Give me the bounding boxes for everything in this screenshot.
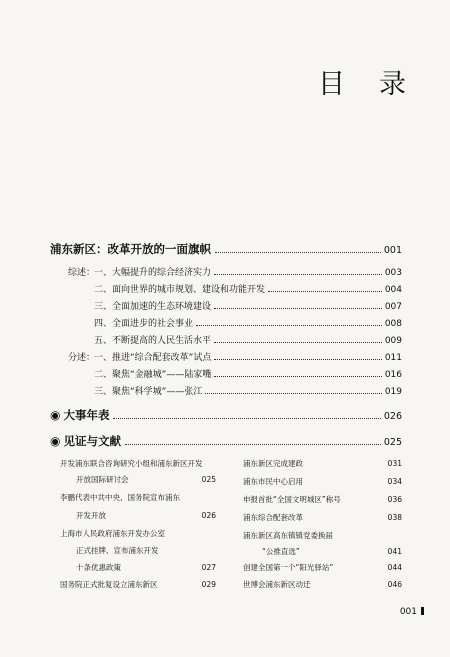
entry-page: 019 (384, 387, 402, 397)
section-label: 大事年表 (63, 408, 110, 422)
doc-item-page: 041 (387, 547, 402, 556)
doc-item-page: 044 (387, 563, 402, 572)
dot-leader (214, 342, 382, 343)
entry-page: 011 (384, 353, 402, 363)
doc-item-line[interactable]: 申报首批“全国文明城区”称号 (243, 495, 341, 504)
folio-bar-icon (421, 607, 424, 615)
toc-section-documents[interactable] (50, 433, 402, 449)
doc-item-line[interactable]: 开发开放 (76, 511, 106, 520)
toc-entry[interactable] (68, 265, 402, 279)
doc-item-page: 036 (387, 495, 402, 504)
page-number-text: 001 (399, 607, 417, 617)
doc-item-line[interactable]: 正式挂牌、宣布浦东开发 (76, 546, 159, 555)
doc-item-line[interactable]: 浦东新区高东镇镇党委换届 (243, 531, 333, 540)
dot-leader (268, 291, 382, 292)
toc-section-pudong[interactable] (50, 241, 402, 257)
doc-item-page: 025 (201, 475, 216, 484)
dot-leader (113, 418, 380, 419)
page-number (400, 607, 424, 617)
doc-item-page: 031 (387, 459, 402, 468)
doc-item-line[interactable]: 浦东市民中心启用 (243, 477, 303, 486)
dot-leader (215, 252, 381, 253)
entry-label: 四、全面进步的社会事业 (94, 319, 194, 329)
doc-item-line[interactable]: 上海市人民政府浦东开发办公室 (60, 529, 165, 538)
doc-item-line[interactable]: 李鹏代表中共中央、国务院宣布浦东 (60, 493, 180, 502)
section-page: 001 (383, 245, 402, 256)
section-page: 025 (383, 437, 402, 448)
circle-bullet-icon: ◉ (50, 408, 61, 422)
dot-leader (205, 393, 381, 394)
doc-item-line[interactable]: 国务院正式批复设立浦东新区 (60, 580, 158, 589)
doc-item-page: 046 (387, 580, 402, 589)
section-label: 浦东新区：改革开放的一面旗帜 (50, 242, 211, 256)
toc-entry[interactable] (68, 282, 402, 296)
entry-prefix: 综述： (68, 268, 96, 278)
entry-label: 三、全面加速的生态环境建设 (94, 302, 212, 312)
doc-item-line[interactable]: 开发浦东联合咨询研究小组和浦东新区开发 (60, 459, 203, 468)
toc-entry[interactable] (68, 333, 402, 347)
entry-label: 一、推进“综合配套改革”试点 (94, 353, 212, 363)
doc-item-line[interactable]: 创建全国第一个“阳光驿站” (243, 563, 334, 572)
entry-label: 二、聚焦“金融城”——陆家嘴 (94, 370, 212, 380)
entry-label: 一、大幅提升的综合经济实力 (94, 268, 212, 278)
section-page: 026 (383, 411, 402, 422)
entry-page: 004 (384, 285, 402, 295)
entry-page: 009 (384, 336, 402, 346)
toc-entry[interactable] (68, 384, 402, 398)
doc-item-page: 038 (387, 513, 402, 522)
toc-entry[interactable] (68, 350, 402, 364)
doc-item-line[interactable]: 浦东新区完成建政 (243, 459, 303, 468)
entry-prefix: 分述： (68, 353, 96, 363)
doc-item-page: 029 (201, 580, 216, 589)
doc-item-page: 026 (201, 511, 216, 520)
dot-leader (214, 376, 381, 377)
toc-entry[interactable] (68, 367, 402, 381)
entry-page: 008 (384, 319, 402, 329)
page-title: 目录 (318, 69, 440, 100)
entry-label: 二、面向世界的城市规划、建设和功能开发 (94, 285, 266, 295)
doc-item-page: 034 (387, 477, 402, 486)
doc-item-line[interactable]: 世博会浦东新区动迁 (243, 580, 311, 589)
toc-section-chronology[interactable] (50, 407, 402, 423)
doc-item-page: 027 (201, 563, 216, 572)
dot-leader (214, 359, 381, 360)
entry-page: 007 (384, 302, 402, 312)
toc-entry[interactable] (68, 299, 402, 313)
toc-entry[interactable] (68, 316, 402, 330)
doc-item-line[interactable]: “公推直选” (262, 547, 300, 556)
dot-leader (196, 325, 382, 326)
doc-item-line[interactable]: 十条优惠政策 (76, 563, 121, 572)
entry-label: 三、聚焦“科学城”——张江 (94, 387, 203, 397)
section-label: 见证与文献 (63, 434, 121, 448)
doc-item-line[interactable]: 浦东综合配套改革 (243, 513, 303, 522)
doc-item-line[interactable]: 开放国际研讨会 (76, 475, 129, 484)
dot-leader (214, 274, 382, 275)
dot-leader (214, 308, 382, 309)
entry-page: 016 (384, 370, 402, 380)
circle-bullet-icon: ◉ (50, 434, 61, 448)
entry-page: 003 (384, 268, 402, 278)
dot-leader (125, 444, 381, 445)
entry-label: 五、不断提高的人民生活水平 (94, 336, 212, 346)
